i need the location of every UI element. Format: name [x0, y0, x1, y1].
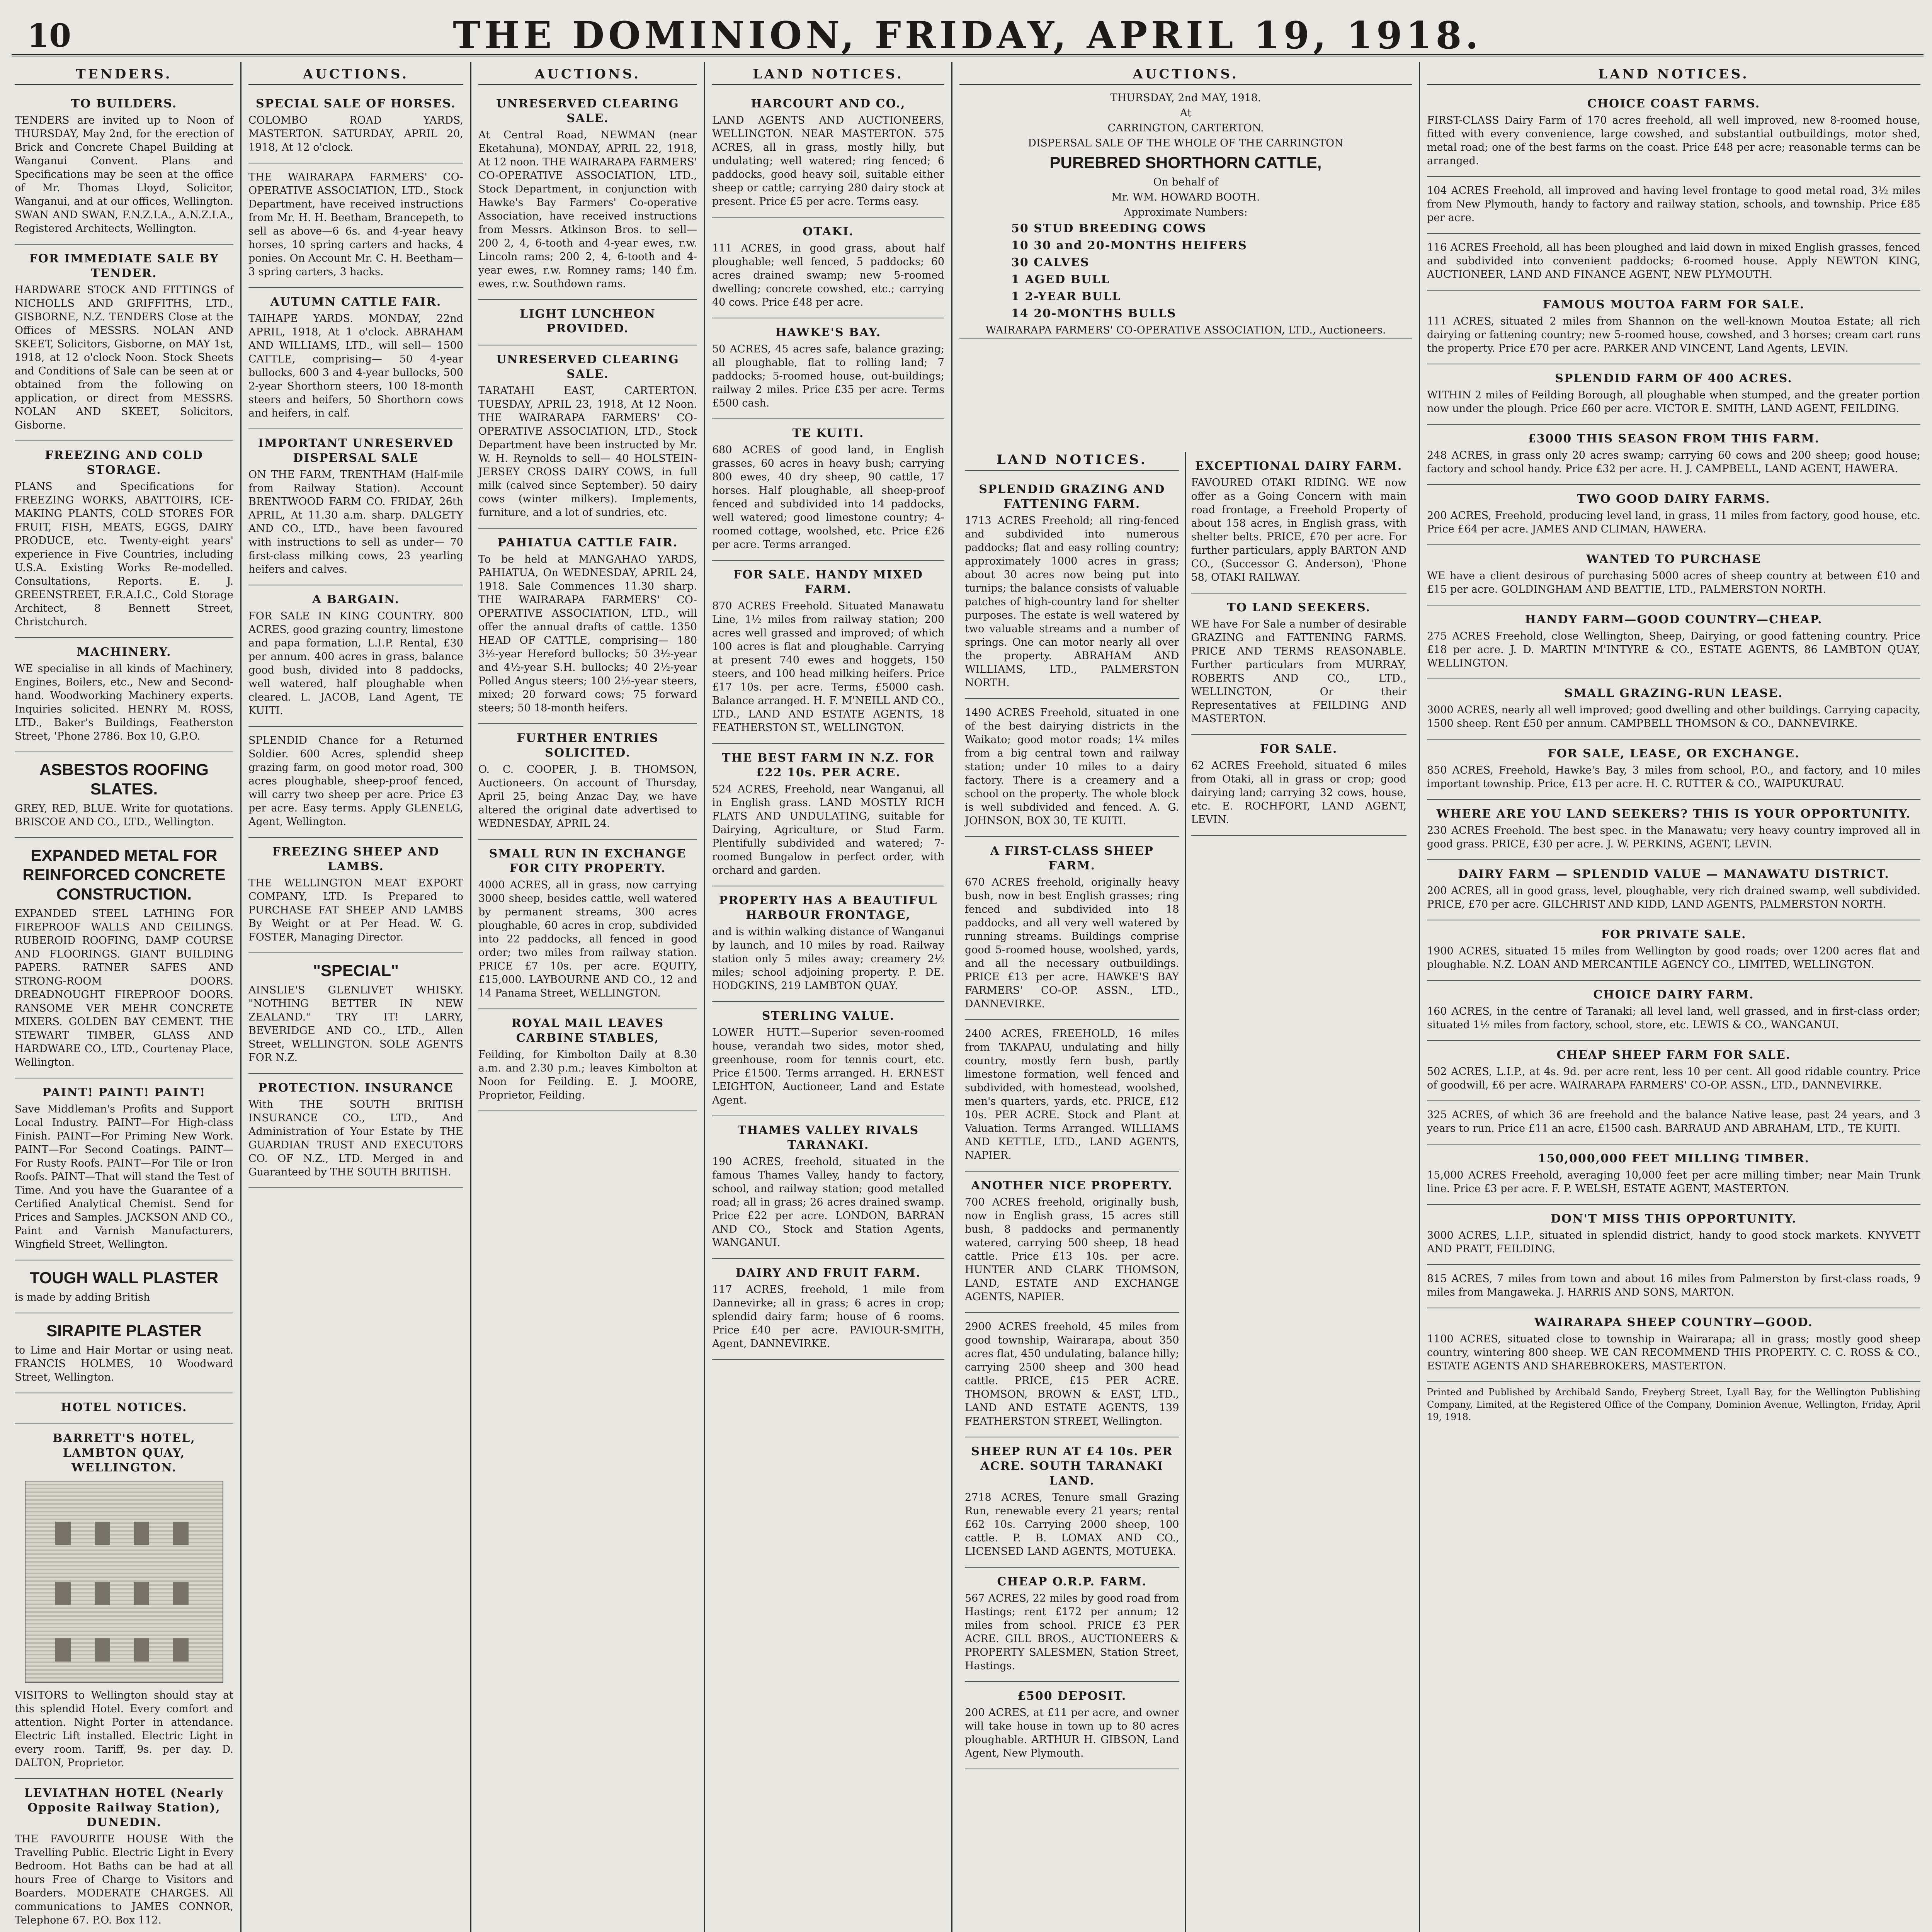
ad-body-text: 200 ACRES, at £11 per acre, and owner will take house in town up to 80 acres ploughable. ARTHUR H. GIBSON, Land Agent, New Plymouth.: [965, 1707, 1179, 1759]
advertisement: [1191, 735, 1407, 836]
ad-body-text: 3000 ACRES, nearly all well improved; good dwelling and other buildings. Carrying capacity, 1500 sheep. Rent £50 per annum. CAMPBELL THOMSON & CO., DANNEVIRKE.: [1427, 704, 1920, 730]
advertisement: [15, 752, 233, 838]
window-shape: [95, 1582, 110, 1605]
ad-heading: TO BUILDERS.: [71, 97, 177, 111]
column-heading: LAND NOTICES.: [965, 452, 1179, 471]
ad-body-text: At Central Road, NEWMAN (near Eketahuna), MONDAY, APRIL 22, 1918, At 12 noon. THE WAIRARAPA FARMERS' CO-OPERATIVE ASSOCIATION, LTD., Stock Department, in conjunction with Hawke's Bay Farmers' Co-operative Association, have received instructions from Messrs. Atkinson Bros. to sell— 200 2, 4, 6-tooth and 4-year ewes, r.w. Lincoln rams; 200 2, 4, 6-tooth and 4-year ewes, r.w. Romney rams; 140 f.m. ewes, r.w. Southdown rams.: [478, 129, 697, 290]
advertisement: [1427, 605, 1920, 679]
advertisement: [712, 419, 944, 561]
ad-body-text: 567 ACRES, 22 miles by good road from Hastings; rent £172 per annum; 12 miles from school. PRICE £3 PER ACRE. GILL BROS., AUCTIONEERS & PROPERTY SALESMEN, Station Street, Hastings.: [965, 1592, 1179, 1672]
ad-body-text: 3000 ACRES, L.I.P., situated in splendid district, handy to good stock markets. KNYVETT AND PRATT, FEILDING.: [1427, 1230, 1920, 1255]
ad-body-text: 160 ACRES, in the centre of Taranaki; all level land, well grassed, and in first-class order; situated 1½ miles from factory, school, store, etc. LEWIS & CO., WANGANUI.: [1427, 1005, 1920, 1031]
ad-heading: WHERE ARE YOU LAND SEEKERS? THIS IS YOUR OPPORTUNITY.: [1436, 807, 1911, 821]
column-heading: TENDERS.: [15, 66, 233, 85]
column-heading: AUCTIONS.: [248, 66, 463, 85]
ad-body-text: WE have a client desirous of purchasing 5000 acres of sheep country at between £10 and £15 per acre. GOLDINGHAM AND BEATTIE, LTD., PALMERSTON NORTH.: [1427, 570, 1920, 595]
cattle-lot: 1 AGED BULL: [1011, 273, 1110, 286]
advertisement: [1427, 234, 1920, 291]
ad-heading: ANOTHER NICE PROPERTY.: [971, 1179, 1173, 1192]
window-shape: [95, 1638, 110, 1662]
ad-heading: UNRESERVED CLEARING SALE.: [496, 97, 679, 125]
advertisement: [478, 90, 697, 300]
ad-display-headline: "SPECIAL": [313, 961, 399, 980]
advertisement: [15, 1424, 233, 1779]
ad-body-text: ON THE FARM, TRENTHAM (Half-mile from Railway Station). Account BRENTWOOD FARM CO. FRIDAY, 26th APRIL, At 11.30 a.m. sharp. DALGETY AND CO., LTD., have been favoured with instructions to sell as under— 70 first-class milking cows, 23 yearling heifers and calves.: [248, 469, 463, 575]
printers-imprint: Printed and Published by Archibald Sando, Freyberg Street, Lyall Bay, for the Wellington Publishing Company, Limited, at the Registered Office of the Company, Dominion Avenue, Wellington, Friday, April 19, 1918.: [1427, 1387, 1920, 1422]
ad-line: CARRINGTON, CARTERTON.: [1107, 122, 1264, 134]
ad-line: On behalf of: [1153, 176, 1218, 188]
ad-body-text: THE WAIRARAPA FARMERS' CO-OPERATIVE ASSOCIATION, LTD., Stock Department, have received instructions from Mr. H. H. Beetham, Brancepeth, to sell as above—6 6s. and 4-year heavy horses, 10 spring carters and hacks, 4 ponies. On Account Mr. C. H. Beetham—3 spring carters, 3 hacks.: [248, 171, 463, 278]
advertisement: [965, 1437, 1179, 1568]
advertisement: [712, 218, 944, 318]
ad-heading: IMPORTANT UNRESERVED DISPERSAL SALE: [258, 437, 454, 465]
ad-headline: PUREBRED SHORTHORN CATTLE,: [1049, 153, 1322, 172]
advertisement: [15, 1779, 233, 1932]
ad-heading: FOR IMMEDIATE SALE BY TENDER.: [29, 252, 219, 280]
advertisement: [712, 561, 944, 744]
ad-list: [712, 90, 944, 1360]
advertisement: [478, 345, 697, 529]
advertisement: [965, 1568, 1179, 1682]
ad-body-text: COLOMBO ROAD YARDS, MASTERTON. SATURDAY, APRIL 20, 1918, At 12 o'clock.: [248, 114, 463, 153]
ad-heading: SPLENDID FARM OF 400 ACRES.: [1555, 372, 1793, 385]
ad-heading: SPLENDID GRAZING AND FATTENING FARM.: [979, 483, 1165, 511]
ad-heading: TWO GOOD DAIRY FARMS.: [1577, 492, 1770, 506]
advertisement: [15, 1313, 233, 1393]
ad-body-text: LAND AGENTS AND AUCTIONEERS, WELLINGTON. NEAR MASTERTON. 575 ACRES, all in grass, mostly hilly, but undulating; well watered; ring fenced; 6 paddocks, good heavy soil, suitable either sheep or cattle; carrying 280 dairy stock at present. Price £5 per acre. Terms easy.: [712, 114, 944, 207]
advertisement: [1427, 291, 1920, 364]
ad-line: At: [1180, 107, 1192, 119]
ad-heading: PROPERTY HAS A BEAUTIFUL HARBOUR FRONTAGE,: [719, 894, 938, 922]
ad-heading: CHOICE DAIRY FARM.: [1593, 988, 1754, 1002]
advertisement: [15, 838, 233, 1078]
lower-split: [959, 452, 1412, 1932]
advertisement: [1427, 860, 1920, 920]
ad-heading: SMALL GRAZING-RUN LEASE.: [1564, 687, 1783, 700]
ad-body-text: Save Middleman's Profits and Support Local Industry. PAINT—For High-class Finish. PAINT—For Priming New Work. PAINT—For Second Coatings. PAINT—For Rusty Roofs. PAINT—For Tile or Iron Roofs. PAINT—That will stand the Test of Time. And you have the Guarantee of a Certified Analytical Chemist. Send for Prices and Samples. JACKSON AND CO., Paint and Varnish Manufacturers, Wingfield Street, Wellington.: [15, 1103, 233, 1250]
ad-body-text: TARATAHI EAST, CARTERTON. TUESDAY, APRIL 23, 1918, At 12 Noon. THE WAIRARAPA FARMERS' CO-OPERATIVE ASSOCIATION, LTD., Stock Department have been instructed by Mr. W. H. Reynolds to sell— 40 HOLSTEIN-JERSEY CROSS DAIRY COWS, in full milk (calved since September). 50 dairy cows (winter milkers). Implements, furniture, and a lot of sundries, etc.: [478, 385, 697, 519]
ad-heading: DAIRY AND FRUIT FARM.: [736, 1266, 921, 1280]
window-shape: [173, 1638, 189, 1662]
ad-body-text: 117 ACRES, freehold, 1 mile from Dannevirke; all in grass; 6 acres in crop; splendid dairy farm; house of 6 rooms. Price £40 per acre. PAVIOUR-SMITH, Agent, DANNEVIRKE.: [712, 1284, 944, 1350]
ad-list: [248, 90, 463, 1188]
advertisement: [965, 1020, 1179, 1172]
advertisement: [1427, 1205, 1920, 1265]
advertisement: [712, 90, 944, 218]
ad-heading: CHEAP O.R.P. FARM.: [997, 1575, 1147, 1588]
advertisement: [1427, 740, 1920, 800]
ad-body-text: WE specialise in all kinds of Machinery, Engines, Boilers, etc., New and Second-hand. Woodworking Machinery experts. Inquiries solicited. HENRY M. ROSS, LTD., Baker's Buildings, Featherston Street, 'Phone 2786. Box 10, G.P.O.: [15, 663, 233, 742]
ad-heading: THAMES VALLEY RIVALS TARANAKI.: [737, 1124, 919, 1152]
advertisement: [15, 441, 233, 638]
window-shape: [95, 1522, 110, 1545]
advertisement: [1427, 1101, 1920, 1145]
ad-heading: CHEAP SHEEP FARM FOR SALE.: [1556, 1048, 1791, 1062]
window-shape: [173, 1522, 189, 1545]
ad-heading: HOTEL NOTICES.: [61, 1401, 187, 1414]
ad-list: [478, 90, 697, 1111]
ad-body-text: 230 ACRES Freehold. The best spec. in the Manawatu; very heavy country improved all in good grass. PRICE, £30 per acre. J. W. PERKINS, AGENT, LEVIN.: [1427, 825, 1920, 850]
advertisement: [1427, 1145, 1920, 1205]
ad-body-text: 524 ACRES, Freehold, near Wanganui, all in English grass. LAND MOSTLY RICH FLATS AND UNDULATING, suitable for Dairying, Agriculture, or Stud Farm. Plentifully subdivided and watered; 7-roomed Bungalow in perfect order, with orchard and garden.: [712, 783, 944, 876]
ad-heading: PAHIATUA CATTLE FAIR.: [497, 536, 678, 549]
advertisement: [1427, 425, 1920, 485]
ad-list: [965, 475, 1179, 1769]
advertisement: [1427, 485, 1920, 545]
advertisement: [1427, 679, 1920, 740]
column-heading: LAND NOTICES.: [1427, 66, 1920, 85]
advertisement: [15, 1078, 233, 1260]
ad-body-text: and is within walking distance of Wanganui by launch, and 10 miles by road. Railway station only 5 miles away; creamery 2½ miles; school adjoining property. P. DE. HODGKINS, 219 LAMBTON QUAY.: [712, 926, 944, 992]
ad-body-text: O. C. COOPER, J. B. THOMSON, Auctioneers. On account of Thursday, April 25, being Anzac Day, we have altered the original date advertised to WEDNESDAY, APRIL 24.: [478, 764, 697, 830]
ad-heading: DAIRY FARM — SPLENDID VALUE — MANAWATU DISTRICT.: [1458, 867, 1889, 881]
ad-heading: UNRESERVED CLEARING SALE.: [496, 353, 679, 381]
column-land-notices-1: [705, 62, 952, 1932]
cattle-lot: 30 CALVES: [1011, 256, 1090, 269]
ad-body-text: 190 ACRES, freehold, situated in the famous Thames Valley, handy to factory, school, and railway station; good metalled road; all in grass; 26 acres drained swamp. Price £22 per acre. LONDON, BARRAN AND CO., Stock and Station Agents, WANGANUI.: [712, 1156, 944, 1249]
ad-display-headline: ASBESTOS ROOFING SLATES.: [39, 760, 209, 798]
advertisement: [248, 727, 463, 838]
ad-heading: STERLING VALUE.: [762, 1009, 895, 1023]
ad-heading: FURTHER ENTRIES SOLICITED.: [517, 731, 659, 760]
auctioneer-line: WAIRARAPA FARMERS' CO-OPERATIVE ASSOCIATION, LTD., Auctioneers.: [985, 324, 1386, 336]
advertisement: [712, 318, 944, 419]
advertisement: [1427, 364, 1920, 425]
advertisement: [965, 1313, 1179, 1437]
ad-heading: LEVIATHAN HOTEL (Nearly Opposite Railway Station), DUNEDIN.: [24, 1786, 224, 1829]
ad-body-text: 200 ACRES, Freehold, producing level land, in grass, 11 miles from factory, good house, etc. Price £64 per acre. JAMES AND CLIMAN, HAWERA.: [1427, 510, 1920, 535]
advertisement: [965, 837, 1179, 1020]
cattle-lot: 50 STUD BREEDING COWS: [1011, 222, 1207, 235]
advertisement: [478, 529, 697, 724]
ad-body-text: WE have For Sale a number of desirable GRAZING and FATTENING FARMS. PRICE AND TERMS REASONABLE. Further particulars from MURRAY, ROBERTS AND CO., LTD., WELLINGTON, Or their Representatives at FEILDING AND MASTERTON.: [1191, 618, 1406, 725]
ad-line: DISPERSAL SALE OF THE WHOLE OF THE CARRINGTON: [1028, 137, 1344, 149]
ad-line: Approximate Numbers:: [1124, 206, 1248, 218]
ad-heading: FOR SALE, LEASE, OR EXCHANGE.: [1548, 747, 1800, 760]
advertisement: [1427, 1308, 1920, 1382]
ad-body-text: 200 ACRES, all in good grass, level, ploughable, very rich drained swamp, well subdivided. PRICE, £70 per acre. GILCHRIST AND KIDD, LAND AGENTS, PALMERSTON NORTH.: [1427, 885, 1920, 910]
ad-heading: TE KUITI.: [792, 427, 864, 440]
ad-line: THURSDAY, 2nd MAY, 1918.: [1110, 92, 1261, 104]
ad-body-text: TAIHAPE YARDS. MONDAY, 22nd APRIL, 1918, At 1 o'clock. ABRAHAM AND WILLIAMS, LTD., will sell— 1500 CATTLE, comprising— 50 4-year bullocks, 600 3 and 4-year bullocks, 500 2-year Shorthorn steers, 100 18-month steers and heifers, 50 Shorthorn cows and heifers, in calf.: [248, 313, 463, 419]
ad-body-text: FAVOURED OTAKI RIDING. WE now offer as a Going Concern with main road frontage, a Freehold Property of about 158 acres, in English grass, with shelter belts. PRICE, £70 per acre. For further particulars, apply BARTON AND CO., (Successor G. Anderson), 'Phone 58, OTAKI RAILWAY.: [1191, 477, 1406, 583]
ad-heading: PROTECTION. INSURANCE: [258, 1081, 454, 1095]
advertisement: [965, 1172, 1179, 1313]
advertisement: [15, 90, 233, 245]
ad-body-text: 50 ACRES, 45 acres safe, balance grazing; all ploughable, flat to rolling land; 7 paddocks; 5-roomed house, out-buildings; railway 2 miles. Price £35 per acre. Terms £500 cash.: [712, 343, 944, 409]
ad-body-text: 1713 ACRES Freehold; all ring-fenced and subdivided into numerous paddocks; flat and easy rolling country; approximately 1000 acres in grass; about 30 acres now being put into turnips; the balance consists of valuable patches of high-country land for shelter purposes. The estate is well watered by two valuable streams and a number of springs. One can motor nearly all over the property. ABRAHAM AND WILLIAMS, LTD., PALMERSTON NORTH.: [965, 515, 1179, 689]
ad-body-text: 248 ACRES, in grass only 20 acres swamp; carrying 60 cows and 200 sheep; good house; factory and school handy. Price £32 per acre. H. J. CAMPBELL, LAND AGENT, HAWERA.: [1427, 449, 1920, 475]
ad-body-text: AINSLIE'S GLENLIVET WHISKY. "NOTHING BETTER IN NEW ZEALAND." TRY IT! LARRY, BEVERIDGE AND CO., LTD., Allen Street, WELLINGTON. SOLE AGENTS FOR N.Z.: [248, 984, 463, 1064]
column-auctions-1: [242, 62, 471, 1932]
ad-body-text: 2400 ACRES, FREEHOLD, 16 miles from TAKAPAU, undulating and hilly country, mostly fern bush, partly limestone formation, well fenced and subdivided, with homestead, woolshed, men's quarters, yards, etc. PRICE, £12 10s. PER ACRE. Stock and Plant at Valuation. Terms Arranged. WILLIAMS AND KETTLE, LTD., LAND AGENTS, NAPIER.: [965, 1028, 1179, 1162]
ad-body-text: 325 ACRES, of which 36 are freehold and the balance Native lease, past 24 years, and 3 years to run. Price £11 an acre, £1500 cash. BARRAUD AND ABRAHAM, LTD., TE KUITI.: [1427, 1109, 1920, 1134]
ad-heading: LIGHT LUNCHEON PROVIDED.: [520, 307, 656, 335]
ad-heading: HARCOURT AND CO.,: [751, 97, 906, 111]
ad-body-text: SPLENDID Chance for a Returned Soldier. 600 Acres, splendid sheep grazing farm, on good motor road, 300 acres ploughable, sheep-proof fenced, will carry two sheep per acre. Price £3 per acre. Easy terms. Apply GLENELG, Agent, Wellington.: [248, 735, 463, 828]
ad-body-text: FIRST-CLASS Dairy Farm of 170 acres freehold, all well improved, new 8-roomed house, fitted with every convenience, large cowshed, and substantial outbuildings, motor shed, metal road; one of the best farms on the coast. Price £48 per acre; reasonable terms can be arranged.: [1427, 114, 1920, 167]
advertisement: [1191, 452, 1407, 594]
column-land-notices-2: [1420, 62, 1927, 1932]
ad-heading: HAWKE'S BAY.: [775, 326, 881, 339]
ad-body-text: GREY, RED, BLUE. Write for quotations. BRISCOE AND CO., LTD., Wellington.: [15, 803, 233, 828]
ad-body-text: 2900 ACRES freehold, 45 miles from good township, Wairarapa, about 350 acres flat, 450 undulating, balance hilly; carrying 2500 sheep and 300 head cattle. PRICE, £15 PER ACRE. THOMSON, BROWN & EAST, LTD., LAND AND ESTATE AGENTS, 139 FEATHERSTON STREET, Wellington.: [965, 1321, 1179, 1427]
column-tenders: [8, 62, 242, 1932]
advertisement: [1427, 1041, 1920, 1101]
page-number: 10: [27, 17, 71, 54]
ad-body-text: 2718 ACRES, Tenure small Grazing Run, renewable every 21 years; rental £62 10s. Carrying 2000 sheep, 100 cattle. P. B. LOMAX AND CO., LICENSED LAND AGENTS, MOTUEKA.: [965, 1492, 1179, 1558]
ad-body-text: 4000 ACRES, all in grass, now carrying 3000 sheep, besides cattle, well watered by permanent streams, 300 acres ploughable, 60 acres in crop, subdivided into 22 paddocks, all fenced in good order; two miles from railway station. PRICE £7 10s. per acre. EQUITY, £15,000. LAYBOURNE AND CO., 12 and 14 Panama Street, WELLINGTON.: [478, 879, 697, 999]
ad-heading: DON'T MISS THIS OPPORTUNITY.: [1551, 1212, 1797, 1226]
ad-heading: A FIRST-CLASS SHEEP FARM.: [990, 844, 1154, 872]
advertisement: [1427, 545, 1920, 605]
advertisement: [478, 724, 697, 840]
ad-body-text: is made by adding British: [15, 1291, 150, 1303]
ad-body-text: 62 ACRES Freehold, situated 6 miles from Otaki, all in grass or crop; good dairying land; carrying 32 cows, house, etc. E. ROCHFORT, LAND AGENT, LEVIN.: [1191, 760, 1406, 826]
advertisement: [1427, 177, 1920, 234]
hotel-building-illustration: [25, 1481, 223, 1683]
ad-heading: FOR PRIVATE SALE.: [1601, 928, 1747, 941]
ad-body-text: FOR SALE IN KING COUNTRY. 800 ACRES, good grazing country, limestone and papa formation, L.I.P. Rental, £30 per annum. 400 acres in grass, balance good bush, divided into 8 paddocks, well watered, half ploughable when cleared. L. JACOB, Land Agent, TE KUITI.: [248, 610, 463, 717]
window-shape: [134, 1582, 149, 1605]
advertisement: [712, 1259, 944, 1360]
window-shape: [173, 1582, 189, 1605]
ad-heading: TO LAND SEEKERS.: [1227, 601, 1371, 614]
advertisement: [965, 475, 1179, 699]
ad-heading: WAIRARAPA SHEEP COUNTRY—GOOD.: [1534, 1316, 1813, 1329]
ad-list: [1427, 90, 1920, 1382]
advertisement: [248, 429, 463, 585]
ad-body-text: 111 ACRES, in good grass, about half ploughable; well fenced, 5 paddocks; 60 acres drained swamp; new 5-roomed dwelling; concrete cowshed, etc.; carrying 40 cows. Price £48 per acre.: [712, 242, 944, 308]
advertisement: [248, 288, 463, 429]
ad-heading: FOR SALE. HANDY MIXED FARM.: [733, 568, 923, 596]
advertisement: [248, 838, 463, 953]
ad-list: [1191, 452, 1407, 836]
top-lines: [965, 91, 1406, 150]
advertisement: [965, 1682, 1179, 1769]
cattle-list: [965, 221, 1406, 321]
window-shape: [55, 1522, 71, 1545]
ad-heading: SMALL RUN IN EXCHANGE FOR CITY PROPERTY.: [489, 847, 687, 875]
ad-body-text: 502 ACRES, L.I.P., at 4s. 9d. per acre rent, less 10 per cent. All good ridable country. Price of goodwill, £6 per acre. WAIRARAPA FARMERS' CO-OP. ASSN., LTD., DANNEVIRKE.: [1427, 1066, 1920, 1091]
advertisement: [1427, 90, 1920, 177]
advertisement: [1427, 800, 1920, 860]
ad-list: [15, 90, 233, 1932]
ad-heading: WANTED TO PURCHASE: [1586, 553, 1761, 566]
ad-body-text: PLANS and Specifications for FREEZING WORKS, ABATTOIRS, ICE-MAKING PLANTS, COLD STORES FOR FRUIT, FISH, MEATS, EGGS, DAIRY PRODUCE, etc. Twenty-eight years' experience in Five Countries, including U.S.A. Existing Works Re-modelled. Consultations, Reports. E. J. GREENSTREET, F.R.A.I.C., Cold Storage Architect, 8 Bennett Street, Christchurch.: [15, 481, 233, 628]
advertisement: [15, 245, 233, 441]
land-notices-right: [1186, 452, 1412, 1932]
advertisement: [478, 840, 697, 1009]
ad-body-text: THE WELLINGTON MEAT EXPORT COMPANY, LTD. Is Prepared to PURCHASE FAT SHEEP AND LAMBS By Weight or at Per Head. W. G. FOSTER, Managing Director.: [248, 877, 463, 943]
column-heading: LAND NOTICES.: [712, 66, 944, 85]
window-shape: [55, 1638, 71, 1662]
ad-heading: HANDY FARM—GOOD COUNTRY—CHEAP.: [1525, 613, 1823, 626]
advertisement: [15, 1393, 233, 1424]
advertisement: [1427, 920, 1920, 981]
ad-heading: BARRETT'S HOTEL, LAMBTON QUAY, WELLINGTON.: [53, 1432, 196, 1475]
ad-body-text: 670 ACRES freehold, originally heavy bush, now in best English grasses; ring fenced and subdivided into 18 paddocks, and all very well watered by running streams. Buildings comprise good 5-roomed house, woolshed, yards, and all the necessary outbuildings. PRICE £13 per acre. HAWKE'S BAY FARMERS' CO-OP. ASSN., LTD., DANNEVIRKE.: [965, 876, 1179, 1010]
ad-body-text: 104 ACRES Freehold, all improved and having level frontage to good metal road, 3½ miles from New Plymouth, handy to factory and railway station, schools, and township. Price £85 per acre.: [1427, 185, 1920, 224]
ad-heading: A BARGAIN.: [312, 593, 400, 606]
ad-body-text: HARDWARE STOCK AND FITTINGS of NICHOLLS AND GRIFFITHS, LTD., GISBORNE, N.Z. TENDERS Close at the Offices of MESSRS. NOLAN AND SKEET, Solicitors, Gisborne, on MAY 1st, 1918, at 12 o'clock Noon. Stock Sheets and Conditions of Sale can be seen at or obtained from the following on application, or direct from MESSRS. NOLAN AND SKEET, Solicitors, Gisborne.: [15, 284, 233, 431]
ad-body-text: 815 ACRES, 7 miles from town and about 16 miles from Palmerston by first-class roads, 9 miles from Mangaweka. J. HARRIS AND SONS, MARTON.: [1427, 1273, 1920, 1298]
ad-display-headline: TOUGH WALL PLASTER: [29, 1269, 219, 1287]
cattle-lot: 1 2-YEAR BULL: [1011, 290, 1121, 303]
ad-body-text: 850 ACRES, Freehold, Hawke's Bay, 3 miles from school, P.O., and factory, and 10 miles important township. Price, £13 per acre. H. C. RUTTER & CO., WAIPUKURAU.: [1427, 764, 1920, 790]
advertisement: [248, 953, 463, 1074]
advertisement: [1191, 594, 1407, 735]
advertisement: [248, 90, 463, 163]
ad-display-headline: EXPANDED METAL FOR REINFORCED CONCRETE CONSTRUCTION.: [22, 846, 226, 903]
advertisement: [248, 1074, 463, 1188]
column-auctions-wide: [952, 62, 1420, 1932]
ad-body-text: THE FAVOURITE HOUSE With the Travelling Public. Electric Light in Every Bedroom. Hot Baths can be had at all hours Free of Charge to Visitors and Boarders. MODERATE CHARGES. All communications to JAMES CONNOR, Telephone 67. P.O. Box 112.: [15, 1833, 233, 1926]
ad-body-text: 275 ACRES Freehold, close Wellington, Sheep, Dairying, or good fattening country. Price £18 per acre. J. D. MARTIN M'INTYRE & CO., ESTATE AGENTS, 86 LAMBTON QUAY, WELLINGTON.: [1427, 630, 1920, 669]
advertisement: [712, 1116, 944, 1259]
ad-heading: ROYAL MAIL LEAVES CARBINE STABLES,: [511, 1017, 664, 1045]
ad-body-text: WITHIN 2 miles of Feilding Borough, all ploughable when stumped, and the greater portion now under the plough. Price £60 per acre. VICTOR E. SMITH, LAND AGENT, FEILDING.: [1427, 389, 1920, 415]
advertisement: [965, 699, 1179, 837]
window-shape: [134, 1638, 149, 1662]
ad-heading: £500 DEPOSIT.: [1017, 1689, 1127, 1703]
ad-body-text: 116 ACRES Freehold, all has been ploughed and laid down in mixed English grasses, fenced and subdivided into convenient paddocks; 6-roomed house. Apply NEWTON KING, AUCTIONEER, LAND AND FINANCE AGENT, NEW PLYMOUTH.: [1427, 242, 1920, 281]
ad-heading: SHEEP RUN AT £4 10s. PER ACRE. SOUTH TARANAKI LAND.: [971, 1445, 1173, 1488]
advertisement: [248, 163, 463, 288]
advertisement: [1427, 981, 1920, 1041]
ad-body-text: 1100 ACRES, situated close to township in Wairarapa; all in grass; mostly good sheep country, wintering 800 sheep. WE CAN RECOMMEND THIS PROPERTY. C. C. ROSS & CO., ESTATE AGENTS AND SHAREBROKERS, MASTERTON.: [1427, 1333, 1920, 1372]
ad-heading: MACHINERY.: [77, 645, 172, 659]
ad-heading: FREEZING SHEEP AND LAMBS.: [272, 845, 440, 873]
advertisement: [15, 638, 233, 752]
ad-heading: EXCEPTIONAL DAIRY FARM.: [1195, 459, 1403, 473]
advertisement: [478, 300, 697, 345]
advertisement: [15, 1260, 233, 1313]
advertisement: [712, 886, 944, 1002]
masthead: [12, 8, 1923, 56]
cattle-lot: 10 30 and 20-MONTHS HEIFERS: [1011, 239, 1247, 252]
ad-line: Mr. WM. HOWARD BOOTH.: [1111, 191, 1260, 203]
ad-body-text: 870 ACRES Freehold. Situated Manawatu Line, 1½ miles from railway station; 200 acres well grassed and improved; of which 100 acres is flat and ploughable. Carrying at present 740 ewes and hoggets, 150 steers, and 100 head milking heifers. Price £17 10s. per acre. Terms, £5000 cash. Balance arranged. H. F. M'NEILL AND CO., LTD., LAND AND ESTATE AGENTS, 18 FEATHERSTON ST., WELLINGTON.: [712, 600, 944, 734]
ad-body-text: VISITORS to Wellington should stay at this splendid Hotel. Every comfort and attention. Night Porter in attendance. Electric Lift installed. Electric Light in every room. Tariff, 9s. per day. D. DALTON, Proprietor.: [15, 1689, 233, 1769]
ad-heading: CHOICE COAST FARMS.: [1587, 97, 1760, 111]
ad-heading: PAINT! PAINT! PAINT!: [42, 1086, 206, 1099]
land-notices-left: [959, 452, 1186, 1932]
window-shape: [134, 1522, 149, 1545]
advertisement: [712, 744, 944, 886]
ad-body-text: 700 ACRES freehold, originally bush, now in English grass, 15 acres still bush, 8 paddocks and permanently watered, carrying 500 sheep, 18 head cattle. Price £13 10s. per acre. HUNTER AND CLARK THOMSON, LAND, ESTATE AND EXCHANGE AGENTS, NAPIER.: [965, 1196, 1179, 1303]
top-lines-2: [965, 175, 1406, 219]
ad-heading: 150,000,000 FEET MILLING TIMBER.: [1537, 1152, 1810, 1165]
ad-heading: AUTUMN CATTLE FAIR.: [270, 295, 442, 309]
column-heading: AUCTIONS.: [959, 66, 1412, 85]
ad-heading: OTAKI.: [803, 225, 854, 238]
ad-body-text: to Lime and Hair Mortar or using neat. FRANCIS HOLMES, 10 Woodward Street, Wellington.: [15, 1344, 233, 1383]
ad-heading: FOR SALE.: [1260, 742, 1338, 756]
cattle-lot: 14 20-MONTHS BULLS: [1011, 307, 1177, 320]
ad-body-text: With THE SOUTH BRITISH INSURANCE CO., LTD., And Administration of Your Estate by THE GUARDIAN TRUST AND EXECUTORS CO. OF N.Z., LTD. Merged in and Guaranteed by THE SOUTH BRITISH.: [248, 1099, 463, 1178]
ad-body-text: LOWER HUTT.—Superior seven-roomed house, verandah two sides, motor shed, greenhouse, room for tennis court, etc. Price £1500. Terms arranged. H. ERNEST LEIGHTON, Auctioneer, Land and Estate Agent.: [712, 1027, 944, 1106]
ad-body-text: Feilding, for Kimbolton Daily at 8.30 a.m. and 2.30 p.m.; leaves Kimbolton at Noon for Feilding. E. J. MOORE, Proprietor, Feilding.: [478, 1049, 697, 1101]
ad-body-text: To be held at MANGAHAO YARDS, PAHIATUA, On WEDNESDAY, APRIL 24, 1918. Sale Commences 11.30 sharp. THE WAIRARAPA FARMERS' CO-OPERATIVE ASSOCIATION, LTD., will offer the annual drafts of cattle. 1350 HEAD OF CATTLE, comprising— 180 3½-year Hereford bullocks; 50 3½-year and 4½-year S.H. bullocks; 40 2½-year Polled Angus steers; 100 2½-year steers, mixed; 20 forward cows; 75 forward steers; 50 18-month heifers.: [478, 553, 697, 714]
column-auctions-2: [471, 62, 705, 1932]
advertisement: [712, 1002, 944, 1116]
ad-heading: FREEZING AND COLD STORAGE.: [45, 449, 203, 477]
advertisement: [478, 1009, 697, 1111]
window-shape: [55, 1582, 71, 1605]
ad-body-text: TENDERS are invited up to Noon of THURSDAY, May 2nd, for the erection of Brick and Concrete Chapel Building at Wanganui Convent. Plans and Specifications may be seen at the office of Mr. Thomas Lloyd, Solicitor, Wanganui, and at our offices, Wellington. SWAN AND SWAN, F.N.Z.I.A., A.N.Z.I.A., Registered Architects, Wellington.: [15, 114, 233, 235]
ad-display-headline: SIRAPITE PLASTER: [46, 1321, 202, 1340]
shorthorn-dispersal-ad: [959, 90, 1412, 339]
ad-body-text: 1490 ACRES Freehold, situated in one of the best dairying districts in the Waikato; good motor roads; 1¼ miles from a big central town and railway station; under 10 miles to a dairy factory. There is a creamery and a school on the property. The whole block is well subdivided and fenced. A. G. JOHNSON, BOX 30, TE KUITI.: [965, 707, 1179, 827]
ad-body-text: 1900 ACRES, situated 15 miles from Wellington by good roads; over 1200 acres flat and ploughable. N.Z. LOAN AND MERCANTILE AGENCY CO., LIMITED, WELLINGTON.: [1427, 945, 1920, 971]
ad-heading: SPECIAL SALE OF HORSES.: [255, 97, 456, 111]
column-heading: AUCTIONS.: [478, 66, 697, 85]
ad-heading: THE BEST FARM IN N.Z. FOR £22 10s. PER ACRE.: [722, 751, 935, 779]
ad-heading: £3000 THIS SEASON FROM THIS FARM.: [1527, 432, 1820, 446]
advertisement: [1427, 1265, 1920, 1308]
newspaper-title: THE DOMINION, FRIDAY, APRIL 19, 1918.: [453, 14, 1482, 57]
advertisement: [248, 585, 463, 727]
ad-body-text: 680 ACRES of good land, in English grasses, 60 acres in heavy bush; carrying 800 ewes, 40 dry sheep, 90 cattle, 17 horses. Half ploughable, all sheep-proof fenced and subdivided into 14 paddocks, well watered; good limestone country; 4-roomed cottage, woolshed, etc. Price £26 per acre. Terms arranged.: [712, 444, 944, 551]
ad-body-text: 15,000 ACRES Freehold, averaging 10,000 feet per acre milling timber; near Main Trunk line. Price £3 per acre. F. P. WELSH, ESTATE AGENT, MASTERTON.: [1427, 1169, 1920, 1195]
ad-heading: FAMOUS MOUTOA FARM FOR SALE.: [1543, 298, 1805, 311]
ad-body-text: EXPANDED STEEL LATHING FOR FIREPROOF WALLS AND CEILINGS. RUBEROID ROOFING, DAMP COURSE AND FLOORINGS. GIANT BUILDING PAPERS. RATNER SAFES AND STRONG-ROOM DOORS. DREADNOUGHT FIREPROOF DOORS. RANSOME VER MEHR CONCRETE MIXERS. GOLDEN BAY CEMENT. THE STEWART TIMBER, GLASS AND HARDWARE CO., LTD., Courtenay Place, Wellington.: [15, 908, 233, 1068]
ad-body-text: 111 ACRES, situated 2 miles from Shannon on the well-known Moutoa Estate; all rich dairying or fattening country; new 5-roomed house, cowshed, and 3 horses; cream cart runs the property. Price £70 per acre. PARKER AND VINCENT, Land Agents, LEVIN.: [1427, 315, 1920, 354]
